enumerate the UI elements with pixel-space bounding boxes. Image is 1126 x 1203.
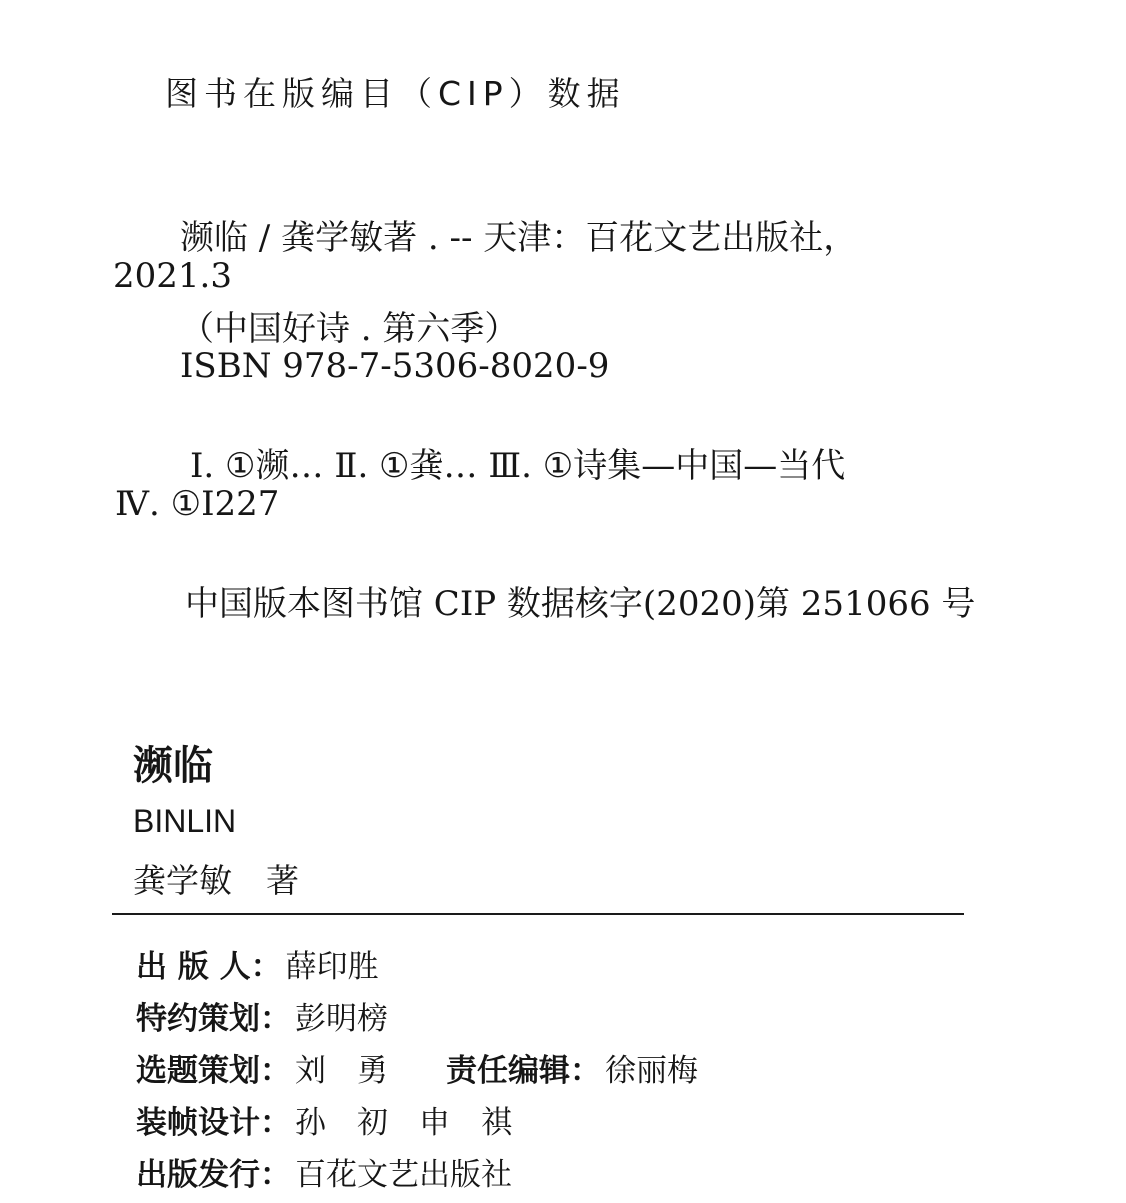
cip-isbn-line: ISBN 978-7-5306-8020-9 xyxy=(180,346,610,386)
cip-verification-line: 中国版本图书馆 CIP 数据核字(2020)第 251066 号 xyxy=(185,584,976,624)
book-author: 龚学敏 xyxy=(133,861,232,900)
credit-label: 出版发行： xyxy=(136,1157,291,1193)
cip-date-line: 2021.3 xyxy=(113,256,232,296)
credit-label: 选题策划： xyxy=(136,1053,291,1089)
credit-special-planner xyxy=(136,993,388,1038)
credit-value: 百花文艺出版社 xyxy=(295,1157,512,1193)
credit-label: 装帧设计： xyxy=(136,1105,291,1141)
cip-classification-line-1: Ⅰ. ①濒… Ⅱ. ①龚… Ⅲ. ①诗集—中国—当代 xyxy=(190,446,846,486)
credit-value: 徐丽梅 xyxy=(605,1053,698,1089)
book-author-line xyxy=(133,855,299,902)
cip-title-line: 濒临 / 龚学敏著 . -- 天津：百花文艺出版社， xyxy=(180,218,858,258)
credit-distributor xyxy=(136,1149,512,1194)
cip-series-line: （中国好诗 . 第六季） xyxy=(180,309,519,349)
credit-topic-planner xyxy=(136,1045,698,1090)
credit-value: 薛印胜 xyxy=(285,949,379,985)
credit-label: 特约策划： xyxy=(136,1001,291,1037)
credit-value: 彭明榜 xyxy=(295,1001,388,1037)
credit-designer xyxy=(136,1097,512,1142)
cip-heading: 图书在版编目（CIP）数据 xyxy=(165,74,626,113)
credit-label: 出 版 人： xyxy=(136,949,282,985)
book-pinyin: BINLIN xyxy=(133,803,237,839)
credit-value: 刘 勇 xyxy=(295,1053,388,1089)
credit-label: 责任编辑： xyxy=(446,1053,601,1089)
credit-publisher-person xyxy=(136,941,379,986)
cip-classification-line-2: Ⅳ. ①I227 xyxy=(115,484,280,524)
credit-value: 孙 初 申 祺 xyxy=(295,1105,512,1141)
book-title: 濒临 xyxy=(133,743,213,789)
section-divider xyxy=(112,913,964,915)
book-author-role: 著 xyxy=(266,861,299,900)
